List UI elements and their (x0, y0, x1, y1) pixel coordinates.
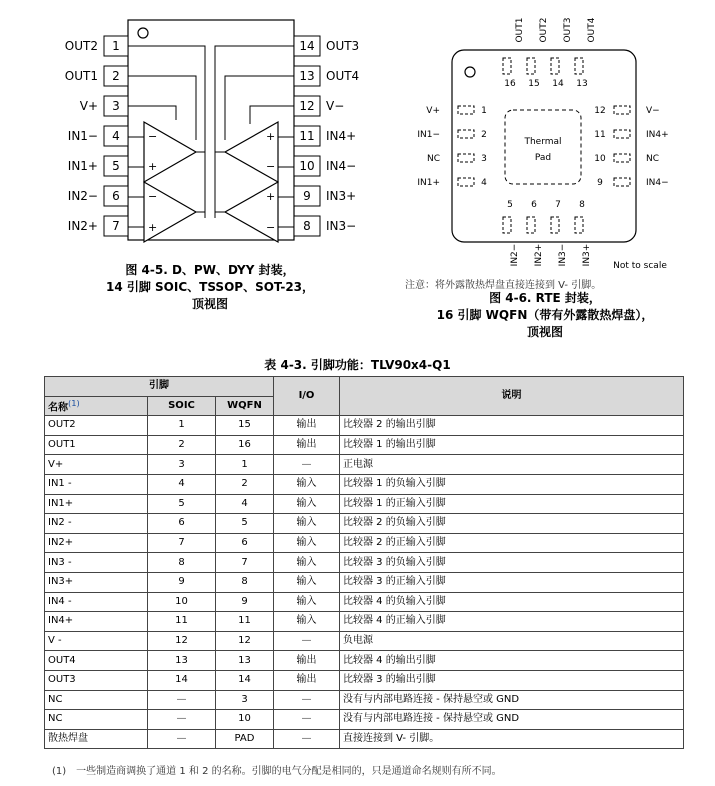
cell-name: IN3 - (45, 553, 148, 573)
pin-name: IN4+ (326, 129, 357, 143)
scale-note: Not to scale (613, 261, 667, 271)
pin-number: 11 (299, 129, 315, 143)
table-row (45, 553, 684, 573)
header-name (45, 396, 148, 416)
svg-text:+: + (148, 160, 158, 173)
cell-wqfn: 16 (216, 435, 274, 455)
svg-text:+: + (148, 221, 158, 234)
cell-io: 输入 (274, 533, 340, 553)
pin-name: IN2+ (534, 243, 544, 267)
cell-wqfn: 7 (216, 553, 274, 573)
pin-name: V− (326, 99, 345, 113)
table-row (45, 494, 684, 514)
cell-name: IN4+ (45, 612, 148, 632)
table-row (45, 710, 684, 730)
pin-number: 1 (112, 39, 120, 53)
pin-number: 3 (481, 154, 487, 164)
pin-name: IN4− (326, 159, 357, 173)
pin-number: 3 (112, 99, 120, 113)
pin-number: 15 (528, 79, 540, 89)
pin-number: 8 (303, 219, 311, 233)
cell-soic: 12 (148, 631, 216, 651)
pin-number: 13 (576, 79, 588, 89)
pin-name: IN4+ (646, 130, 669, 140)
wqfn-package-diagram (0, 0, 715, 280)
cell-io: 输入 (274, 592, 340, 612)
cell-io: — (274, 690, 340, 710)
pin-name: IN3+ (326, 189, 357, 203)
pin-number: 1 (481, 106, 487, 116)
pin-number: 4 (481, 178, 487, 188)
svg-text:−: − (148, 130, 158, 143)
cell-wqfn: 15 (216, 416, 274, 436)
cell-io: 输入 (274, 572, 340, 592)
cell-desc: 比较器 1 的负输入引脚 (340, 474, 684, 494)
table-row (45, 455, 684, 475)
cell-name: OUT4 (45, 651, 148, 671)
cell-io: 输入 (274, 612, 340, 632)
pin-number: 7 (112, 219, 120, 233)
cell-io: — (274, 729, 340, 749)
cell-io: 输出 (274, 651, 340, 671)
pin-number: 14 (552, 79, 564, 89)
cell-desc: 比较器 3 的输出引脚 (340, 670, 684, 690)
cell-soic: 6 (148, 514, 216, 534)
pin-name: IN2− (67, 189, 98, 203)
pin-number: 8 (579, 200, 585, 210)
pin-name: V+ (79, 99, 98, 113)
pin-name: OUT1 (515, 17, 525, 43)
cell-desc: 比较器 1 的输出引脚 (340, 435, 684, 455)
svg-text:+: + (266, 190, 276, 203)
table-row (45, 435, 684, 455)
pin-number: 12 (299, 99, 315, 113)
figure-caption-right (400, 290, 690, 341)
cell-wqfn: PAD (216, 729, 274, 749)
cell-wqfn: 10 (216, 710, 274, 730)
cell-io: 输出 (274, 416, 340, 436)
svg-text:−: − (266, 160, 276, 173)
cell-name: V+ (45, 455, 148, 475)
cell-soic: 10 (148, 592, 216, 612)
cell-io: — (274, 631, 340, 651)
cell-wqfn: 11 (216, 612, 274, 632)
header-desc: 说明 (340, 377, 684, 416)
cell-wqfn: 3 (216, 690, 274, 710)
cell-wqfn: 13 (216, 651, 274, 671)
cell-soic: 3 (148, 455, 216, 475)
table-row (45, 592, 684, 612)
pin-number: 6 (531, 200, 537, 210)
cell-soic: — (148, 690, 216, 710)
cell-soic: 13 (148, 651, 216, 671)
cell-name: 散热焊盘 (45, 729, 148, 749)
cell-desc: 比较器 4 的正输入引脚 (340, 612, 684, 632)
table-row (45, 670, 684, 690)
cell-wqfn: 14 (216, 670, 274, 690)
header-io: I/O (274, 377, 340, 416)
cell-io: — (274, 455, 340, 475)
cell-wqfn: 2 (216, 474, 274, 494)
thermal-note: 注意：将外露散热焊盘直接连接到 V- 引脚。 (405, 280, 602, 291)
pin-number: 11 (594, 130, 606, 140)
cell-wqfn: 8 (216, 572, 274, 592)
caption-line: 图 4-5. D、PW、DYY 封装， (125, 263, 295, 277)
table-row (45, 690, 684, 710)
cell-io: 输出 (274, 670, 340, 690)
caption-line: 14 引脚 SOIC、TSSOP、SOT-23， (105, 280, 315, 294)
pin-name: IN3− (326, 219, 357, 233)
cell-name: OUT2 (45, 416, 148, 436)
cell-desc: 比较器 3 的正输入引脚 (340, 572, 684, 592)
table-row (45, 474, 684, 494)
cell-name: IN2+ (45, 533, 148, 553)
table-title: 表 4-3. 引脚功能：TLV90x4-Q1 (264, 358, 451, 372)
cell-desc: 直接连接到 V- 引脚。 (340, 729, 684, 749)
cell-io: 输入 (274, 494, 340, 514)
cell-name: NC (45, 710, 148, 730)
pin-name: IN4− (646, 178, 669, 188)
cell-io: 输入 (274, 553, 340, 573)
pin-number: 9 (303, 189, 311, 203)
cell-name: IN1+ (45, 494, 148, 514)
header-soic: SOIC (148, 396, 216, 416)
cell-soic: 5 (148, 494, 216, 514)
svg-text:+: + (266, 130, 276, 143)
cell-soic: 2 (148, 435, 216, 455)
pin-function-table (44, 376, 684, 749)
table-row (45, 514, 684, 534)
cell-name: IN3+ (45, 572, 148, 592)
pin-number: 6 (112, 189, 120, 203)
cell-name: IN2 - (45, 514, 148, 534)
table-row (45, 572, 684, 592)
header-wqfn: WQFN (216, 396, 274, 416)
table-row (45, 729, 684, 749)
caption-line: 顶视图 (191, 297, 228, 311)
cell-soic: 11 (148, 612, 216, 632)
svg-text:−: − (266, 221, 276, 234)
pin-number: 7 (555, 200, 561, 210)
cell-wqfn: 9 (216, 592, 274, 612)
pin-name: IN2+ (67, 219, 98, 233)
footnote: (1) 一些制造商调换了通道 1 和 2 的名称。引脚的电气分配是相同的，只是通道命名规则有所不同。 (52, 766, 502, 777)
cell-io: 输出 (274, 435, 340, 455)
pin-number: 10 (594, 154, 606, 164)
header-name-text: 名称 (48, 402, 68, 414)
cell-wqfn: 12 (216, 631, 274, 651)
cell-name: V - (45, 631, 148, 651)
pin-name: IN3− (558, 243, 568, 267)
pin-number: 9 (597, 178, 603, 188)
pin-name: OUT4 (587, 17, 597, 43)
table-row (45, 533, 684, 553)
pin-number: 5 (507, 200, 513, 210)
cell-soic: — (148, 710, 216, 730)
cell-desc: 比较器 4 的输出引脚 (340, 651, 684, 671)
pin-name: NC (646, 154, 660, 164)
pin-number: 2 (481, 130, 487, 140)
cell-soic: 8 (148, 553, 216, 573)
cell-soic: — (148, 729, 216, 749)
caption-line: 顶视图 (526, 325, 563, 339)
cell-name: IN4 - (45, 592, 148, 612)
cell-name: OUT1 (45, 435, 148, 455)
cell-desc: 没有与内部电路连接 - 保持悬空或 GND (340, 690, 684, 710)
cell-soic: 1 (148, 416, 216, 436)
pin-name: IN1+ (417, 178, 440, 188)
cell-wqfn: 1 (216, 455, 274, 475)
cell-name: NC (45, 690, 148, 710)
pin-name: V− (646, 106, 660, 116)
cell-name: OUT3 (45, 670, 148, 690)
pin-number: 5 (112, 159, 120, 173)
pin-number: 4 (112, 129, 120, 143)
pin-name: OUT2 (64, 39, 98, 53)
cell-desc: 比较器 1 的正输入引脚 (340, 494, 684, 514)
pin-number: 13 (299, 69, 315, 83)
pin-name: OUT2 (539, 17, 549, 43)
cell-soic: 7 (148, 533, 216, 553)
table-row (45, 416, 684, 436)
caption-line: 16 引脚 WQFN（带有外露散热焊盘）， (436, 308, 654, 322)
cell-desc: 正电源 (340, 455, 684, 475)
cell-desc: 比较器 2 的输出引脚 (340, 416, 684, 436)
pin-name: IN1+ (67, 159, 98, 173)
table-row (45, 651, 684, 671)
thermal-pad-label: Pad (534, 153, 552, 163)
cell-wqfn: 5 (216, 514, 274, 534)
pin-number: 10 (299, 159, 315, 173)
cell-desc: 比较器 3 的负输入引脚 (340, 553, 684, 573)
cell-desc: 没有与内部电路连接 - 保持悬空或 GND (340, 710, 684, 730)
cell-soic: 14 (148, 670, 216, 690)
pin-name: NC (426, 154, 440, 164)
cell-wqfn: 6 (216, 533, 274, 553)
header-pin: 引脚 (45, 377, 274, 397)
cell-desc: 负电源 (340, 631, 684, 651)
cell-io: 输入 (274, 474, 340, 494)
table-row (45, 612, 684, 632)
pin-number: 16 (504, 79, 516, 89)
table-row (45, 631, 684, 651)
pin-name: IN2− (510, 243, 520, 267)
footnote-ref: (1) (68, 398, 80, 409)
cell-desc: 比较器 2 的负输入引脚 (340, 514, 684, 534)
pin-name: IN1− (417, 130, 440, 140)
pin-name: OUT4 (326, 69, 360, 83)
cell-name: IN1 - (45, 474, 148, 494)
pin-name: OUT3 (326, 39, 360, 53)
pin-number: 14 (299, 39, 315, 53)
pin-name: IN1− (67, 129, 98, 143)
cell-desc: 比较器 4 的负输入引脚 (340, 592, 684, 612)
cell-io: — (274, 710, 340, 730)
cell-io: 输入 (274, 514, 340, 534)
cell-soic: 4 (148, 474, 216, 494)
cell-desc: 比较器 2 的正输入引脚 (340, 533, 684, 553)
pin-number: 2 (112, 69, 120, 83)
cell-wqfn: 4 (216, 494, 274, 514)
thermal-pad-label: Thermal (524, 137, 562, 147)
svg-text:−: − (148, 190, 158, 203)
pin-name: OUT1 (64, 69, 98, 83)
pin-name: OUT3 (563, 17, 573, 43)
pin-name: IN3+ (582, 243, 592, 267)
caption-line: 图 4-6. RTE 封装， (489, 291, 601, 305)
pin-number: 12 (594, 106, 606, 116)
pin-name: V+ (426, 106, 440, 116)
cell-soic: 9 (148, 572, 216, 592)
